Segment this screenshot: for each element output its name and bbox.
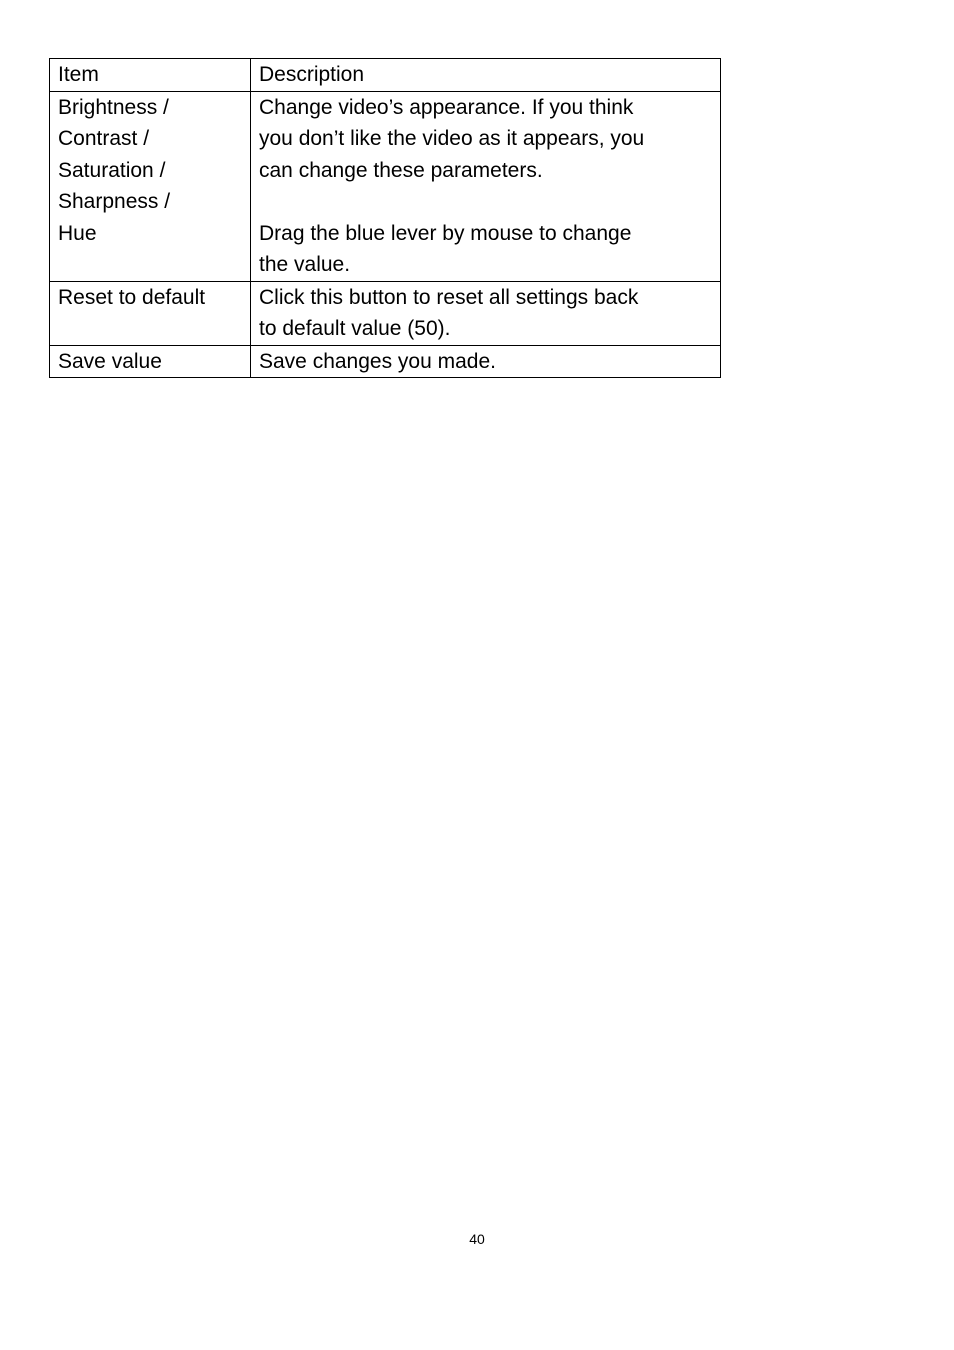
description-line: the value. — [259, 253, 351, 276]
table-header-row — [50, 59, 721, 92]
description-line: you don’t like the video as it appears, you — [259, 127, 645, 150]
description-line: can change these parameters. — [259, 158, 543, 182]
item-description-table — [49, 58, 721, 378]
description-line: Save changes you made. — [259, 349, 496, 373]
description-line: to default value (50). — [259, 317, 451, 340]
item-line: Sharpness / — [58, 190, 171, 213]
header-item — [50, 59, 251, 92]
page-number: 40 — [469, 1231, 485, 1247]
item-line: Brightness / — [58, 95, 169, 119]
description-line: Drag the blue lever by mouse to change — [259, 221, 632, 245]
description-line: Click this button to reset all settings back — [259, 285, 639, 309]
table-row — [50, 281, 721, 345]
table-row — [50, 91, 721, 281]
row-description-reset-to-default — [251, 281, 721, 345]
item-line: Reset to default — [58, 285, 206, 309]
description-line: Change video’s appearance. If you think — [259, 95, 634, 119]
item-line: Hue — [58, 221, 97, 245]
header-description-label: Description — [259, 63, 365, 86]
row-item-image-adjustments — [50, 91, 251, 281]
item-line: Contrast / — [58, 127, 150, 150]
row-item-save-value — [50, 345, 251, 378]
item-line: Save value — [58, 349, 162, 373]
header-description — [251, 59, 721, 92]
row-item-reset-to-default — [50, 281, 251, 345]
header-item-label: Item — [58, 63, 99, 86]
row-description-image-adjustments — [251, 91, 721, 281]
item-line: Saturation / — [58, 158, 166, 182]
paragraph-gap — [259, 186, 712, 218]
table-row — [50, 345, 721, 378]
row-description-save-value — [251, 345, 721, 378]
